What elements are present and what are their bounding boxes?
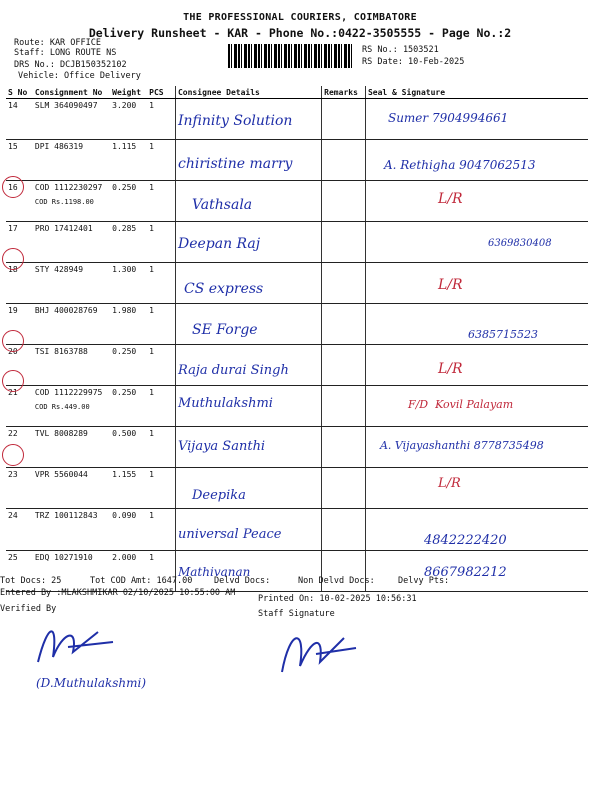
row-consignment: COD 1112229975 COD Rs.449.00 xyxy=(33,386,110,427)
col-consignment: Consignment No xyxy=(33,86,110,99)
row-weight: 1.300 xyxy=(110,263,147,304)
runsheet-table xyxy=(6,86,588,592)
table-row xyxy=(6,222,588,263)
row-consignee: Mathivanan xyxy=(175,551,321,592)
table-row xyxy=(6,99,588,140)
row-consignment: TRZ 100112843 xyxy=(33,509,110,551)
sno-circle-mark xyxy=(2,370,24,392)
row-sno: 14 xyxy=(6,99,33,140)
row-pcs: 1 xyxy=(147,140,175,181)
row-sno: 20 xyxy=(6,345,33,386)
row-sno: 23 xyxy=(6,468,33,509)
row-consignee: Infinity Solution xyxy=(175,99,321,140)
row-sno: 18 xyxy=(6,263,33,304)
drs-number: DRS No.: DCJB150352102 xyxy=(14,60,127,70)
verifier-signature xyxy=(28,612,128,672)
row-remarks xyxy=(322,427,366,468)
row-consignment: BHJ 400028769 xyxy=(33,304,110,345)
row-weight: 0.250 xyxy=(110,181,147,222)
row-pcs: 1 xyxy=(147,99,175,140)
vehicle-label: Vehicle: Office Delivery xyxy=(18,71,141,81)
row-consignee: CS express xyxy=(175,263,321,304)
row-consignment: SLM 364090497 xyxy=(33,99,110,140)
staff-label: Staff: LONG ROUTE NS xyxy=(14,48,117,58)
table-row xyxy=(6,181,588,222)
row-consignment: COD 1112230297 COD Rs.1198.00 xyxy=(33,181,110,222)
row-pcs: 1 xyxy=(147,427,175,468)
row-seal: L/R xyxy=(365,468,588,509)
row-sno: 25 xyxy=(6,551,33,592)
row-consignment: TSI 8163788 xyxy=(33,345,110,386)
row-sno: 21 xyxy=(6,386,33,427)
table-row xyxy=(6,427,588,468)
verified-by-label: Verified By xyxy=(0,604,57,614)
row-seal: Sumer 7904994661 xyxy=(365,99,588,140)
row-consignee: Deepika xyxy=(175,468,321,509)
total-cod-amount: Tot COD Amt: 1647.00 xyxy=(90,576,193,586)
col-consignee: Consignee Details xyxy=(175,86,321,99)
row-sno: 19 xyxy=(6,304,33,345)
row-seal: L/R xyxy=(365,345,588,386)
row-pcs: 1 xyxy=(147,222,175,263)
row-remarks xyxy=(322,181,366,222)
col-weight: Weight xyxy=(110,86,147,99)
sno-circle-mark xyxy=(2,330,24,352)
row-consignee: Muthulakshmi xyxy=(175,386,321,427)
staff-signature xyxy=(272,620,362,680)
row-remarks xyxy=(322,468,366,509)
delivered-docs: Delvd Docs: xyxy=(214,576,271,586)
row-consignee: Vijaya Santhi xyxy=(175,427,321,468)
row-seal: 8667982212 xyxy=(365,551,588,592)
row-consignee: Deepan Raj xyxy=(175,222,321,263)
delivery-points: Delvy Pts: xyxy=(398,576,450,586)
row-seal: F/D Kovil Palayam xyxy=(365,386,588,427)
table-row xyxy=(6,304,588,345)
row-pcs: 1 xyxy=(147,551,175,592)
row-remarks xyxy=(322,386,366,427)
row-seal: L/R xyxy=(365,181,588,222)
verifier-name: (D.Muthulakshmi) xyxy=(36,676,147,690)
row-remarks xyxy=(322,345,366,386)
row-weight: 0.250 xyxy=(110,386,147,427)
row-consignee: chiristine marry xyxy=(175,140,321,181)
row-pcs: 1 xyxy=(147,345,175,386)
row-pcs: 1 xyxy=(147,509,175,551)
non-delivered-docs: Non Delvd Docs: xyxy=(298,576,375,586)
runsheet-title: Delivery Runsheet - KAR - Phone No.:0422-3505555 - Page No.:2 xyxy=(88,26,512,40)
sno-circle-mark xyxy=(2,444,24,466)
total-docs: Tot Docs: 25 xyxy=(0,576,62,586)
row-consignment: STY 428949 xyxy=(33,263,110,304)
row-weight: 3.200 xyxy=(110,99,147,140)
row-seal: 6369830408 xyxy=(365,222,588,263)
row-pcs: 1 xyxy=(147,181,175,222)
row-remarks xyxy=(322,99,366,140)
table-row xyxy=(6,386,588,427)
row-consignee: SE Forge xyxy=(175,304,321,345)
row-sno: 24 xyxy=(6,509,33,551)
table-row xyxy=(6,509,588,551)
sno-circle-mark xyxy=(2,248,24,270)
row-consignee: Vathsala xyxy=(175,181,321,222)
table-row xyxy=(6,468,588,509)
route-label: Route: KAR OFFICE xyxy=(14,38,101,48)
rs-date: RS Date: 10-Feb-2025 xyxy=(362,57,465,67)
row-weight: 1.115 xyxy=(110,140,147,181)
row-pcs: 1 xyxy=(147,468,175,509)
row-remarks xyxy=(322,509,366,551)
row-weight: 0.500 xyxy=(110,427,147,468)
row-consignment: TVL 8008289 xyxy=(33,427,110,468)
barcode-image xyxy=(228,44,354,68)
row-seal: A. Vijayashanthi 8778735498 xyxy=(365,427,588,468)
row-consignment: VPR 5560044 xyxy=(33,468,110,509)
table-row xyxy=(6,140,588,181)
printed-on: Printed On: 10-02-2025 10:56:31 xyxy=(258,594,417,604)
row-consignment: PRO 17412401 xyxy=(33,222,110,263)
row-sno: 15 xyxy=(6,140,33,181)
row-pcs: 1 xyxy=(147,263,175,304)
rs-number: RS No.: 1503521 xyxy=(362,45,439,55)
table-row xyxy=(6,263,588,304)
row-seal: A. Rethigha 9047062513 xyxy=(365,140,588,181)
row-seal: 4842222420 xyxy=(365,509,588,551)
row-sno: 22 xyxy=(6,427,33,468)
col-remarks: Remarks xyxy=(322,86,366,99)
row-remarks xyxy=(322,263,366,304)
row-weight: 1.980 xyxy=(110,304,147,345)
table-row xyxy=(6,345,588,386)
row-weight: 1.155 xyxy=(110,468,147,509)
row-weight: 2.000 xyxy=(110,551,147,592)
row-consignment: EDQ 10271910 xyxy=(33,551,110,592)
col-sno: S No xyxy=(6,86,33,99)
row-remarks xyxy=(322,140,366,181)
row-remarks xyxy=(322,222,366,263)
sno-circle-mark xyxy=(2,176,24,198)
company-name: THE PROFESSIONAL COURIERS, COIMBATORE xyxy=(183,12,417,23)
staff-signature-label: Staff Signature xyxy=(258,609,335,619)
row-consignee: universal Peace xyxy=(175,509,321,551)
row-remarks xyxy=(322,304,366,345)
row-weight: 0.090 xyxy=(110,509,147,551)
row-sno: 17 xyxy=(6,222,33,263)
col-seal: Seal & Signature xyxy=(365,86,588,99)
row-weight: 0.285 xyxy=(110,222,147,263)
row-seal: L/R xyxy=(365,263,588,304)
row-weight: 0.250 xyxy=(110,345,147,386)
entered-by: Entered By :MLAKSHMIKAR 02/10/2025 10:55:00 AM xyxy=(0,588,236,598)
row-seal: 6385715523 xyxy=(365,304,588,345)
row-pcs: 1 xyxy=(147,304,175,345)
row-consignee: Raja durai Singh xyxy=(175,345,321,386)
row-pcs: 1 xyxy=(147,386,175,427)
table-header-row xyxy=(6,86,588,99)
col-pcs: PCS xyxy=(147,86,175,99)
row-consignment: DPI 486319 xyxy=(33,140,110,181)
row-sno: 16 xyxy=(6,181,33,222)
